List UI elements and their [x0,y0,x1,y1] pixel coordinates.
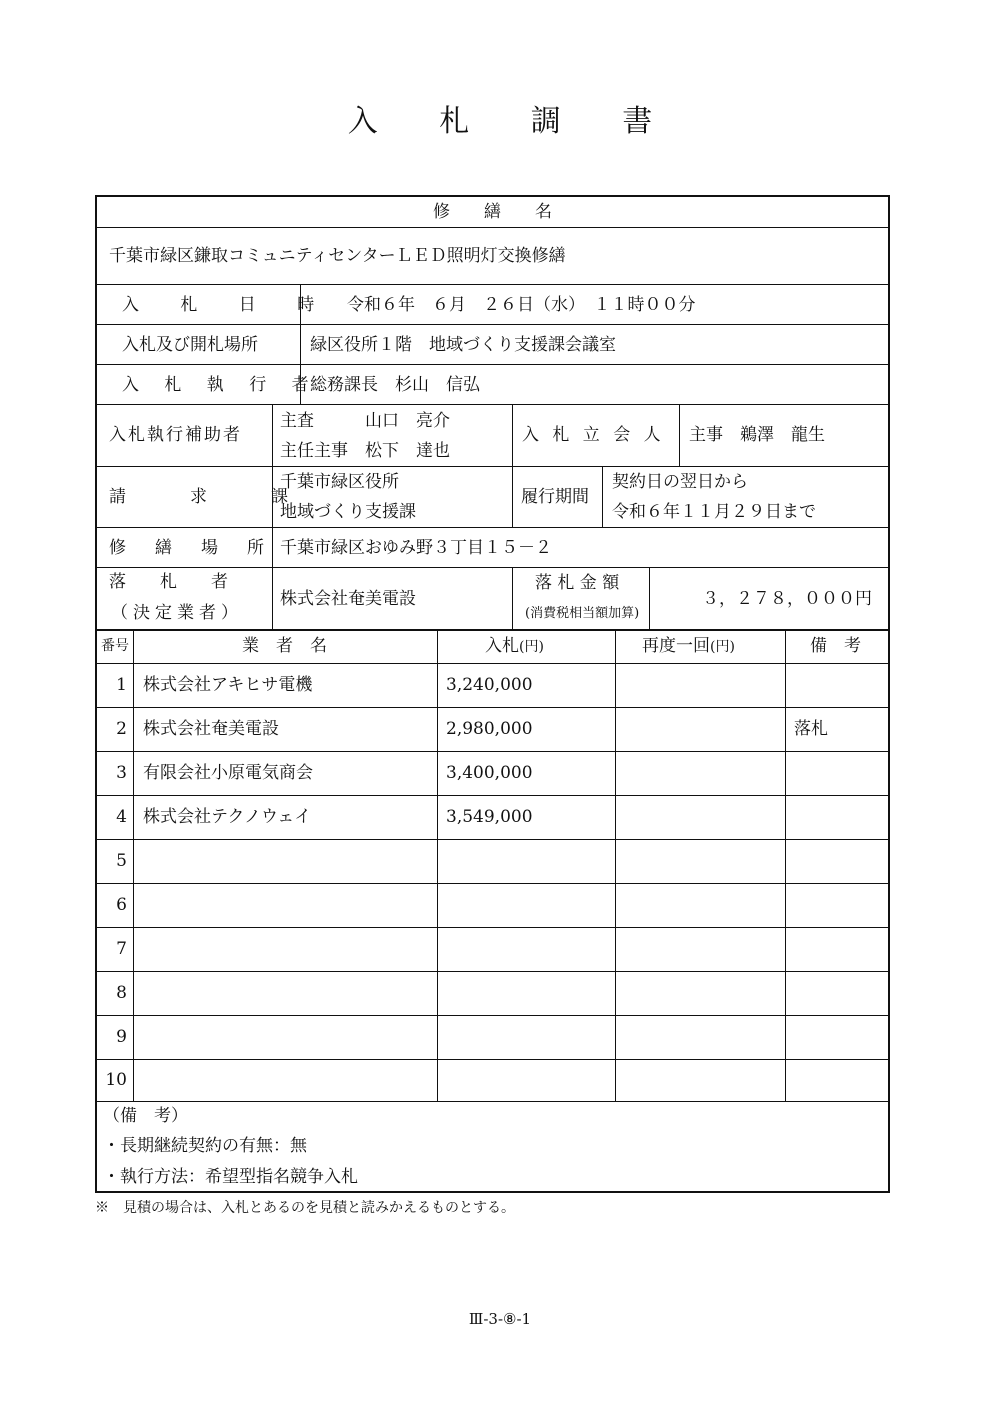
company-name: 株式会社テクノウェイ [143,807,312,827]
page-number: Ⅲ-3-⑧-1 [468,1310,532,1328]
remarks-heading: （備 考） [103,1106,188,1126]
assistant-line2: 主任主事 松下 達也 [280,441,450,461]
billing-line1: 千葉市緑区役所 [280,472,399,492]
footnote: ※ 見積の場合は、入札とあるのを見積と読みかえるものとする。 [95,1200,515,1216]
company-name: 株式会社奄美電設 [143,719,279,739]
bid-place-value: 緑区役所１階 地域づくり支援課会議室 [310,335,616,355]
row-remarks: 落札 [794,719,828,739]
row-number: 9 [116,1027,127,1047]
repair-name-value: 千葉市緑区鎌取コミュニティセンターＬＥＤ照明灯交換修繕 [109,246,566,266]
row-number: 5 [116,851,127,871]
row-number: 10 [105,1070,127,1090]
col-header-rebid: 再度一回(円) [642,636,735,656]
bid-amount: 3,240,000 [446,675,533,695]
bid-executor-value: 総務課長 杉山 信弘 [310,375,480,395]
company-name: 株式会社アキヒサ電機 [143,675,313,695]
assistant-label: 入札執行補助者 [109,425,242,445]
bid-datetime-value: 令和６年 ６月 ２６日（水） １１時００分 [347,295,696,315]
row-number: 6 [116,895,127,915]
winning-amount-label: 落 札 金 額 [535,573,620,593]
document-title: 入 札 調 書 [347,104,679,139]
col-header-no: 番号 [101,638,129,654]
row-number: 1 [116,675,127,695]
bid-record-form [95,195,890,1193]
company-name: 有限会社小原電気商会 [143,763,313,783]
bid-amount: 3,400,000 [446,763,533,783]
bid-datetime-label: 入 札 日 時 [122,295,333,315]
billing-label: 請 求 課 [109,487,298,507]
row-number: 2 [116,719,127,739]
assistant-line1: 主査 山口 亮介 [280,411,450,431]
period-line2: 令和６年１１月２９日まで [612,502,816,522]
location-label: 修 繕 場 所 [109,538,270,558]
period-line1: 契約日の翌日から [612,472,748,492]
remarks-line-contract: ・長期継続契約の有無：無 [103,1136,307,1156]
bid-place-label: 入札及び開札場所 [122,335,258,355]
winner-label-line1: 落 札 者 [109,572,228,592]
bid-amount: 2,980,000 [446,719,533,739]
winning-amount-value: ３，２７８，０００円 [702,589,872,609]
witness-label: 入 札 立 会 人 [522,425,665,445]
col-header-bid: 入札(円) [485,636,544,656]
period-label: 履行期間 [521,487,589,507]
col-header-remarks: 備 考 [810,636,861,656]
bid-executor-label: 入 札 執 行 者 [122,375,319,395]
row-number: 8 [116,983,127,1003]
col-header-company: 業 者 名 [242,636,327,656]
row-number: 7 [116,939,127,959]
row-number: 3 [116,763,127,783]
winner-label-line2: （決定業者） [111,603,243,623]
winning-amount-note: (消費税相当額加算) [525,606,640,621]
billing-line2: 地域づくり支援課 [280,502,416,522]
location-value: 千葉市緑区おゆみ野３丁目１５－２ [280,538,552,558]
winner-value: 株式会社奄美電設 [280,589,416,609]
row-number: 4 [116,807,127,827]
bid-amount: 3,549,000 [446,807,533,827]
witness-value: 主事 鵜澤 龍生 [689,425,825,445]
remarks-line-method: ・執行方法：希望型指名競争入札 [103,1167,358,1187]
repair-name-header: 修 繕 名 [433,202,552,222]
